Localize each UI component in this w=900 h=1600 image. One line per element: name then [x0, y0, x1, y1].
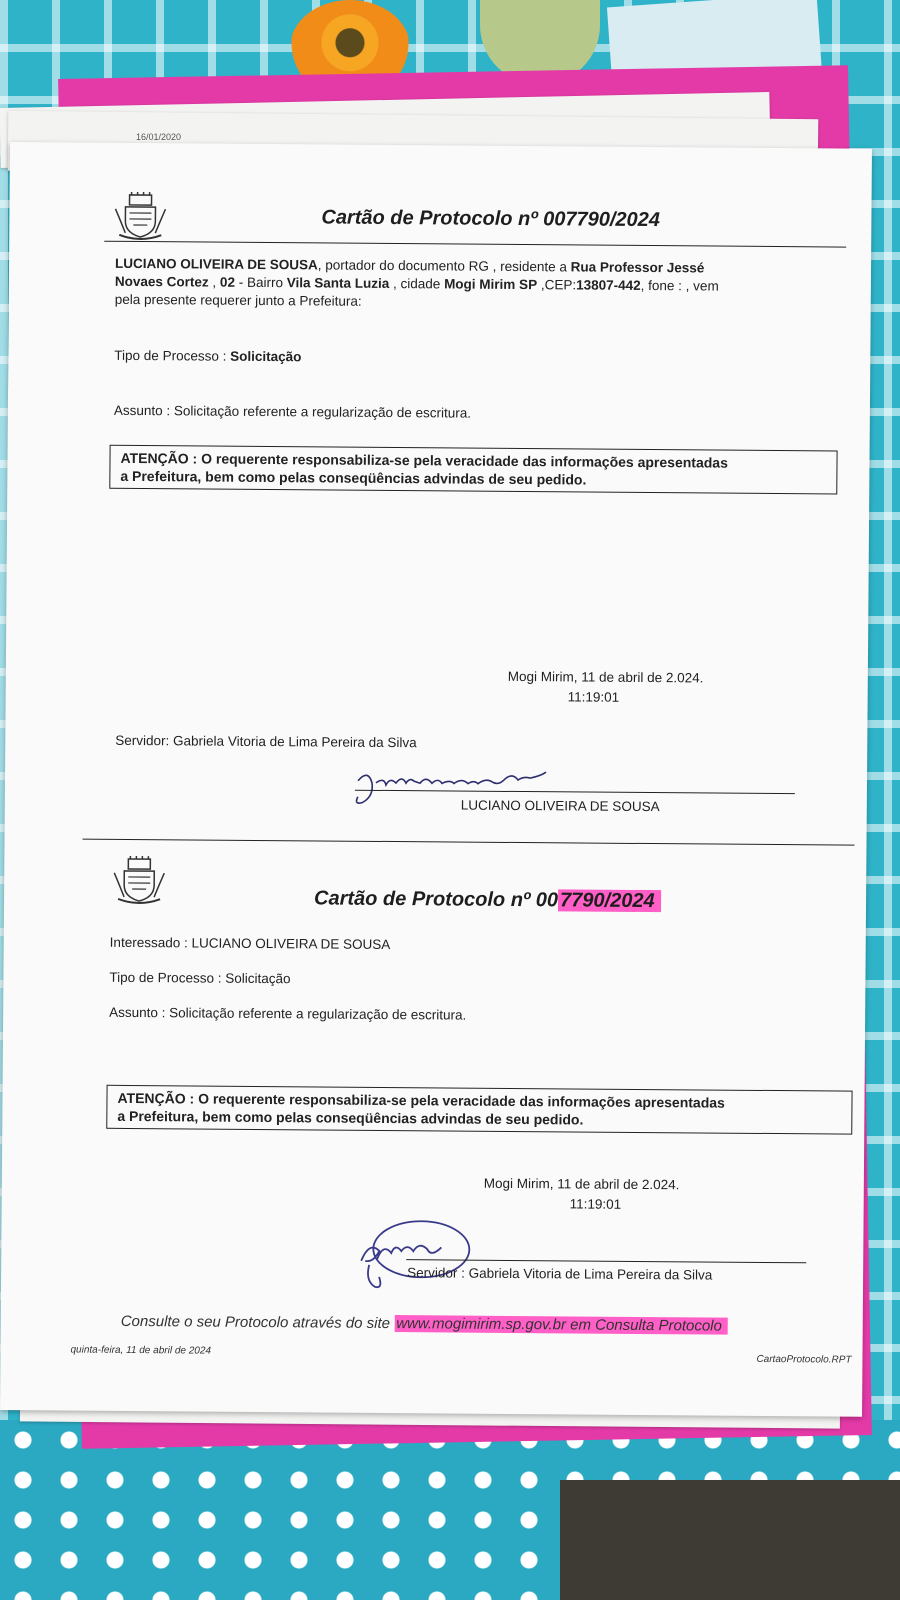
- card2-subject: Assunto : Solicitação referente a regularização de escritura.: [109, 1004, 467, 1023]
- wooden-surface: [560, 1480, 900, 1600]
- card1-time: 11:19:01: [567, 689, 620, 705]
- card2-attention-box: [106, 1085, 852, 1135]
- card2-attention-line1: ATENÇÃO : O requerente responsabiliza-se pela veracidade das informações apresentadas: [117, 1089, 725, 1111]
- card1-subject: Assunto : Solicitação referente a regularização de escritura.: [113, 402, 472, 421]
- card2-title-highlight: 7790/2024: [558, 889, 661, 912]
- card1-header-rule: [104, 241, 846, 248]
- card1-process-type: Tipo de Processo : Solicitação: [114, 347, 302, 365]
- footer-report-name: CartaoProtocolo.RPT: [756, 1353, 852, 1366]
- municipal-crest-icon: [111, 191, 169, 241]
- card2-date: Mogi Mirim, 11 de abril de 2.024.: [483, 1175, 680, 1193]
- card1-attention-line2: a Prefeitura, bem como pelas conseqüências advindas de seu pedido.: [120, 467, 587, 488]
- card1-paragraph-line3: pela presente requerer junto a Prefeitura:: [114, 291, 362, 309]
- card1-paragraph-line1: LUCIANO OLIVEIRA DE SOUSA, portador do documento RG , residente a Rua Professor Jessé: [114, 255, 705, 276]
- card1-paragraph-line2: Novaes Cortez , 02 - Bairro Vila Santa Luzia , cidade Mogi Mirim SP ,CEP:13807-442, fone : , vem: [114, 273, 719, 294]
- card1-attention-line1: ATENÇÃO : O requerente responsabiliza-se pela veracidade das informações apresentadas: [120, 449, 728, 471]
- footer-date: quinta-feira, 11 de abril de 2024: [70, 1344, 212, 1357]
- card1-signature-name: LUCIANO OLIVEIRA DE SOUSA: [460, 797, 660, 815]
- card2-process-type: Tipo de Processo : Solicitação: [109, 969, 291, 987]
- card1-attention-box: [109, 445, 837, 495]
- back-sheet-date: 16/01/2020: [136, 132, 182, 142]
- server-signature: [341, 1215, 482, 1300]
- protocol-document: [0, 142, 872, 1417]
- card2-title: Cartão de Protocolo nº 007790/2024: [314, 887, 661, 913]
- card2-attention-line2: a Prefeitura, bem como pelas conseqüências advindas de seu pedido.: [117, 1107, 584, 1128]
- consult-protocol-text: Consulte o seu Protocolo através do site www.mogimirim.sp.gov.br em Consulta Protocolo: [121, 1313, 728, 1335]
- card2-interested: Interessado : LUCIANO OLIVEIRA DE SOUSA: [109, 934, 391, 953]
- card-divider: [83, 839, 855, 846]
- card1-date: Mogi Mirim, 11 de abril de 2.024.: [507, 668, 704, 686]
- card1-server: Servidor: Gabriela Vitoria de Lima Pereira da Silva: [115, 732, 417, 751]
- card2-time: 11:19:01: [569, 1196, 622, 1212]
- municipal-crest-icon: [110, 855, 168, 905]
- card1-title: Cartão de Protocolo nº 007790/2024: [321, 206, 661, 232]
- consult-url-highlight: www.mogimirim.sp.gov.br em Consulta Protocolo: [394, 1315, 728, 1335]
- card2-server: Servidor : Gabriela Vitoria de Lima Pereira da Silva: [407, 1265, 713, 1283]
